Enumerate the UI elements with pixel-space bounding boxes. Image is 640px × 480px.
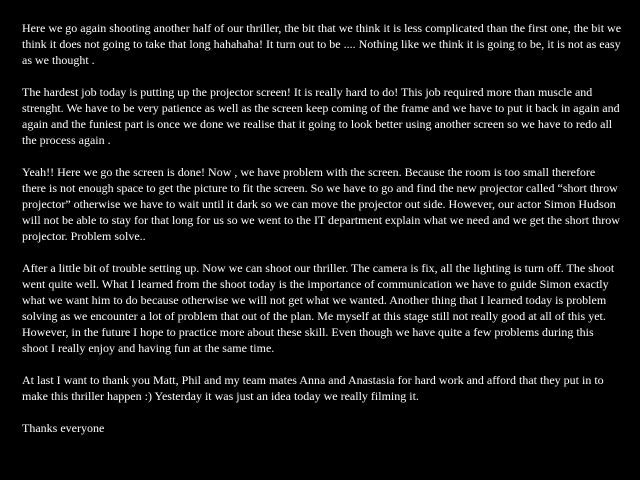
- paragraph-intro: Here we go again shooting another half of our thriller, the bit that we think it is less complicated than the first one, the bit we think it does not going to take that long hahahaha! It turn out to be .... Nothing like we think it is going to be, it is not as easy as we thought .: [22, 21, 622, 67]
- paragraph-shoot-reflection: After a little bit of trouble setting up. Now we can shoot our thriller. The camera is fix, all the lighting is turn off. The shoot went quite well. What I learned from the shoot today is the importance of communication we have to guide Simon exactly what we want him to do because otherwise we will not get what we wanted. Another thing that I learned today is problem solving as we encounter a lot of problem that out of the plan. Me myself at this stage still not really good at all of this yet. However, in the future I hope to practice more about these skill. Even though we have quite a few problems during this shoot I really enjoy and having fun at the same time.: [22, 261, 615, 355]
- paragraph-signoff: Thanks everyone: [22, 421, 105, 435]
- paragraph-thanks: At last I want to thank you Matt, Phil and my team mates Anna and Anastasia for hard work and afford that they put in to make this thriller happen :) Yesterday it was just an idea today we really filming it.: [22, 373, 604, 403]
- paragraph-short-throw-projector: Yeah!! Here we go the screen is done! Now , we have problem with the screen. Because the room is too small therefore there is not enough space to get the picture to fit the screen. So we have to go and find the new projector called “short throw projector” otherwise we have to wait until it dark so we can move the projector out side. However, our actor Simon Hudson will not be able to stay for that long for us so we went to the IT department explain what we need and we get the short throw projector. Problem solve..: [22, 165, 620, 243]
- paragraph-projector-screen: The hardest job today is putting up the projector screen! It is really hard to do! This job required more than muscle and strenght. We have to be very patience as well as the screen keep coming of the frame and we have to put it back in again and again and the funiest part is once we done we realise that it going to look better using another screen so we have to redo all the process again .: [22, 85, 620, 147]
- blog-post-body: [22, 20, 622, 436]
